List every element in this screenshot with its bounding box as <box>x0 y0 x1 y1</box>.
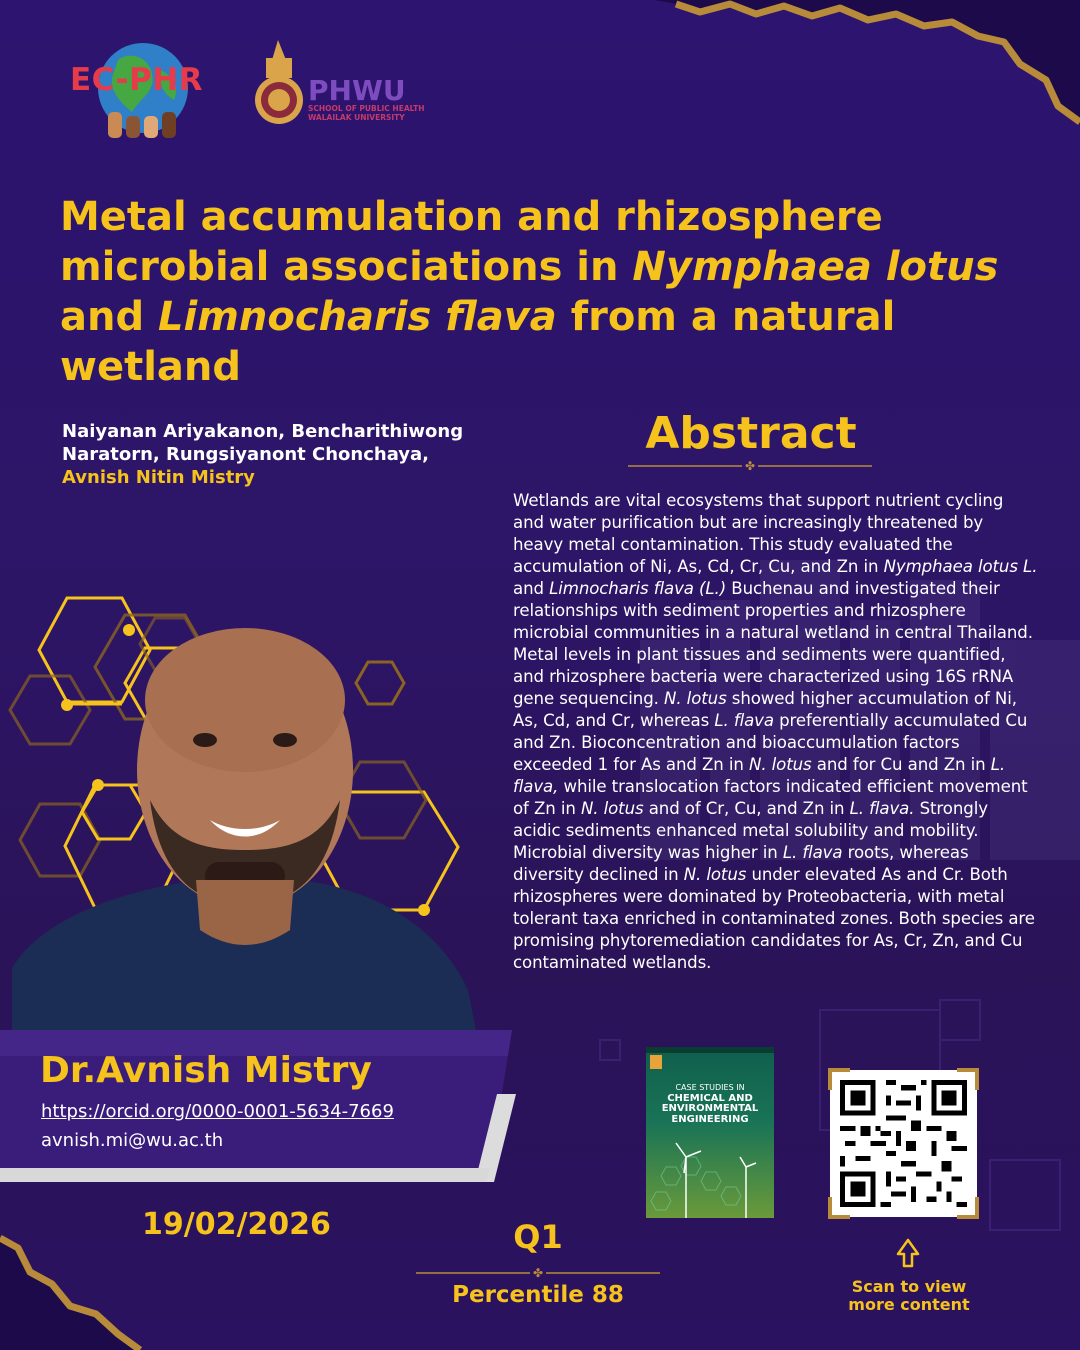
scan-line-1: Scan to view <box>851 1277 967 1296</box>
scan-caption <box>846 1278 972 1314</box>
abstract-species: L. flava <box>782 843 843 862</box>
paper-title <box>60 192 1020 392</box>
journal-percentile: Percentile 88 <box>452 1282 624 1308</box>
abstract-species: L. flava <box>714 711 774 730</box>
author-line-1: Naiyanan Ariyakanon, Bencharithiwong <box>62 421 464 442</box>
journal-cover <box>646 1047 774 1218</box>
abstract-text: showed higher accumulation of Ni, As, Cd, and Cr, whereas <box>513 689 1017 730</box>
abstract-species: Limnocharis flava (L.) <box>549 579 727 598</box>
author-highlight: Avnish Nitin Mistry <box>62 467 255 488</box>
title-species-2: Limnocharis flava <box>158 294 557 340</box>
abstract-text: and for Cu and Zn in <box>811 755 991 774</box>
phwu-subtitle <box>308 104 425 122</box>
scan-line-2: more content <box>848 1295 970 1314</box>
abstract-text: and <box>513 579 550 598</box>
title-part3: from a natural wetland <box>60 294 896 390</box>
presenter-email: avnish.mi@wu.ac.th <box>41 1130 224 1151</box>
cover-line-1: CASE STUDIES IN <box>675 1083 745 1092</box>
title-species-1: Nymphaea lotus <box>632 244 999 290</box>
abstract-species: Nymphaea lotus L. <box>883 557 1038 576</box>
abstract-body <box>513 490 1038 974</box>
cover-title <box>646 1083 774 1125</box>
abstract-text: Buchenau and investigated their relationships with sediment properties and rhizosphere microbial communities in a natural wetland in central Thailand. Metal levels in plant tissues and sediments were quantified, and rhizosphere bacteria were characterized using 16S rRNA gene sequencing. <box>513 579 1033 708</box>
svg-text:✤: ✤ <box>744 459 756 473</box>
cover-line-4: ENGINEERING <box>671 1113 749 1125</box>
author-list <box>62 420 492 489</box>
abstract-text: under elevated As and Cr. Both rhizospheres were dominated by Proteobacteria, with metal tolerant taxa enriched in contaminated zones. Both species are promising phytoremediation candidates for As, Cr, Zn, and Cu contaminated wetlands. <box>513 865 1035 972</box>
publication-date: 19/02/2026 <box>142 1207 331 1242</box>
abstract-text: and of Cr, Cu, and Zn in <box>643 799 850 818</box>
abstract-text: roots, whereas diversity declined in <box>513 843 969 884</box>
cover-line-3: ENVIRONMENTAL <box>661 1103 759 1114</box>
author-line-2: Naratorn, Rungsiyanont Chonchaya, <box>62 444 430 465</box>
phwu-logo: PHWU <box>308 74 406 107</box>
journal-quartile: Q1 <box>513 1218 563 1256</box>
abstract-species: N. lotus <box>683 865 747 884</box>
cover-art <box>646 1047 774 1218</box>
orcid-link[interactable]: https://orcid.org/0000-0001-5634-7669 <box>41 1101 394 1122</box>
abstract-text: Strongly acidic sediments enhanced metal solubility and mobility. Microbial diversity was higher in <box>513 799 988 862</box>
abstract-text: preferentially accumulated Cu and Zn. Bioconcentration and bioaccumulation factors exceeded 1 for As and Zn in <box>513 711 1028 774</box>
abstract-heading: Abstract <box>645 408 857 459</box>
phwu-school: SCHOOL OF PUBLIC HEALTH <box>308 104 425 113</box>
ec-phr-logo: EC-PHR <box>70 62 204 98</box>
title-part1: Metal accumulation and rhizosphere microbial associations in <box>60 194 883 290</box>
presenter-name: Dr.Avnish Mistry <box>40 1050 372 1091</box>
abstract-species: N. lotus <box>664 689 727 708</box>
abstract-species: N. lotus <box>749 755 812 774</box>
title-part2: and <box>60 294 159 340</box>
svg-text:✤: ✤ <box>532 1266 544 1280</box>
abstract-species: N. lotus <box>580 799 644 818</box>
abstract-text: Wetlands are vital ecosystems that support nutrient cycling and water purification but are increasingly threatened by heavy metal contamination. This study evaluated the accumulation of Ni, As, Cd, Cr, Cu, and Zn in <box>513 491 1004 576</box>
phwu-university: WALAILAK UNIVERSITY <box>308 113 405 122</box>
abstract-species: L. flava, <box>513 755 1006 796</box>
abstract-species: L. flava. <box>849 799 915 818</box>
abstract-text: while translocation factors indicated efficient movement of Zn in <box>513 777 1028 818</box>
cover-line-2: CHEMICAL AND <box>667 1092 753 1104</box>
qr-code[interactable] <box>830 1070 977 1217</box>
